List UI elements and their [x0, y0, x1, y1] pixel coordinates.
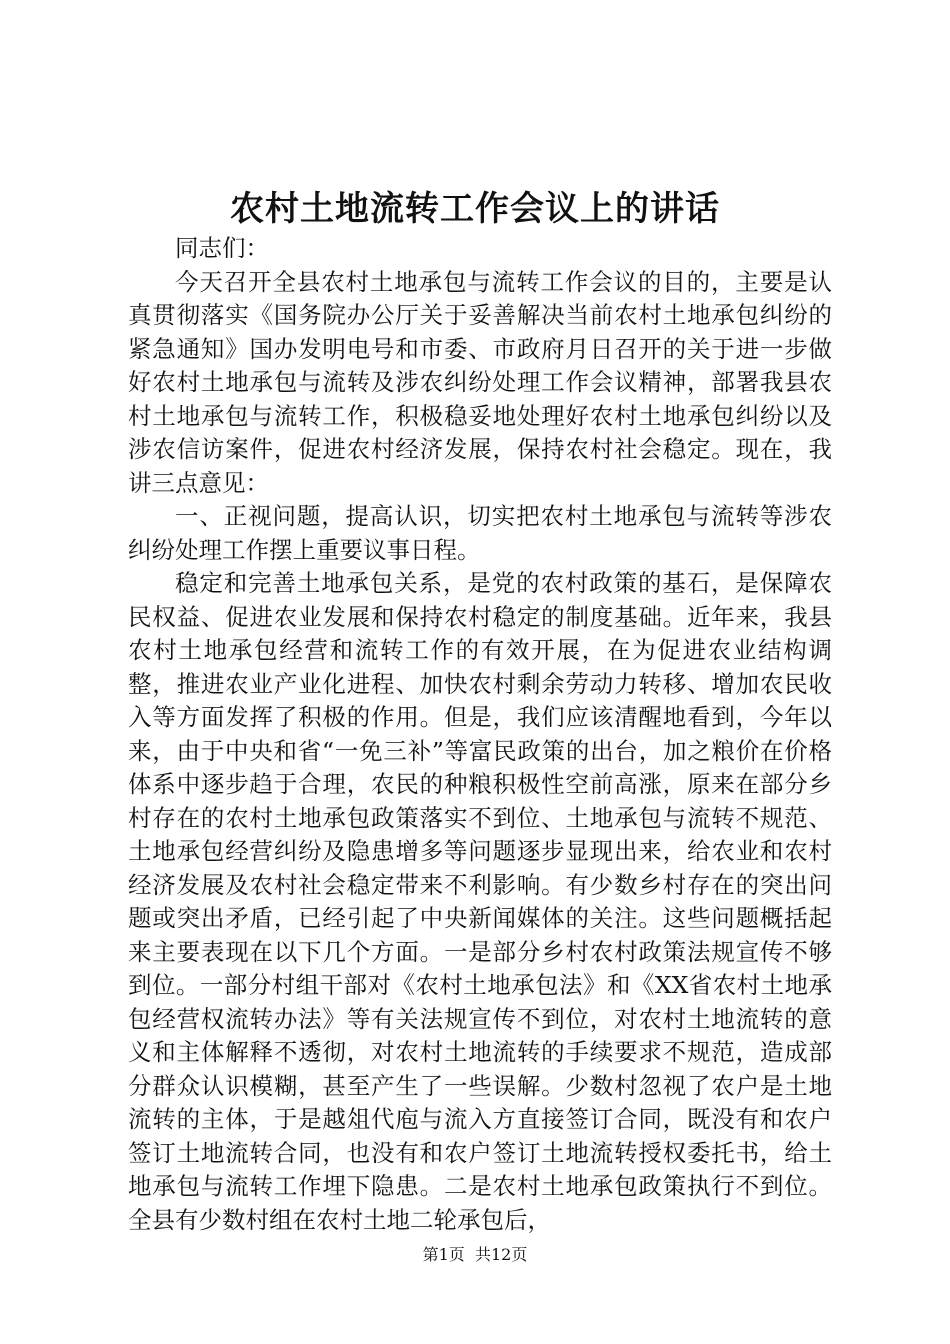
paragraph-intro: 今天召开全县农村土地承包与流转工作会议的目的，主要是认真贯彻落实《国务院办公厅关于妥善解决当前农村土地承包纠纷的紧急通知》国办发明电号和市委、市政府月日召开的关于进一步做好农村土地承包与流转及涉农纠纷处理工作会议精神，部署我县农村土地承包与流转工作，积极稳妥地处理好农村土地承包纠纷以及涉农信访案件，促进农村经济发展，保持农村社会稳定。现在，我讲三点意见： [128, 267, 832, 497]
document-title: 农村土地流转工作会议上的讲话 [230, 189, 720, 229]
document-body [128, 232, 832, 1237]
page-total: 共12页 [474, 1245, 528, 1264]
paragraph-salutation: 同志们： [175, 234, 269, 262]
footer-separator [465, 1245, 475, 1264]
page-footer [0, 1244, 950, 1266]
paragraph-body: 稳定和完善土地承包关系，是党的农村政策的基石，是保障农民权益、促进农业发展和保持农村稳定的制度基础。近年来，我县农村土地承包经营和流转工作的有效开展，在为促进农业结构调整，推进农业产业化进程、加快农村剩余劳动力转移、增加农民收入等方面发挥了积极的作用。但是，我们应该清醒地看到，今年以来，由于中央和省“一免三补”等富民政策的出台，加之粮价在价格体系中逐步趋于合理，农民的种粮积极性空前高涨，原来在部分乡村存在的农村土地承包政策落实不到位、土地承包与流转不规范、土地承包经营纠纷及隐患增多等问题逐步显现出来，给农业和农村经济发展及农村社会稳定带来不利影响。有少数乡村存在的突出问题或突出矛盾，已经引起了中央新闻媒体的关注。这些问题概括起来主要表现在以下几个方面。一是部分乡村农村政策法规宣传不够到位。一部分村组干部对《农村土地承包法》和《XX省农村土地承包经营权流转办法》等有关法规宣传不到位，对农村土地流转的意义和主体解释不透彻，对农村土地流转的手续要求不规范，造成部分群众认识模糊，甚至产生了一些误解。少数村忽视了农户是土地流转的主体，于是越俎代庖与流入方直接签订合同，既没有和农户签订土地流转合同，也没有和农户签订土地流转授权委托书，给土地承包与流转工作埋下隐患。二是农村土地承包政策执行不到位。全县有少数村组在农村土地二轮承包后， [128, 569, 832, 1234]
page-number: 第1页 [422, 1245, 465, 1264]
paragraph-section-heading: 一、正视问题，提高认识，切实把农村土地承包与流转等涉农纠纷处理工作摆上重要议事日程。 [128, 502, 832, 564]
